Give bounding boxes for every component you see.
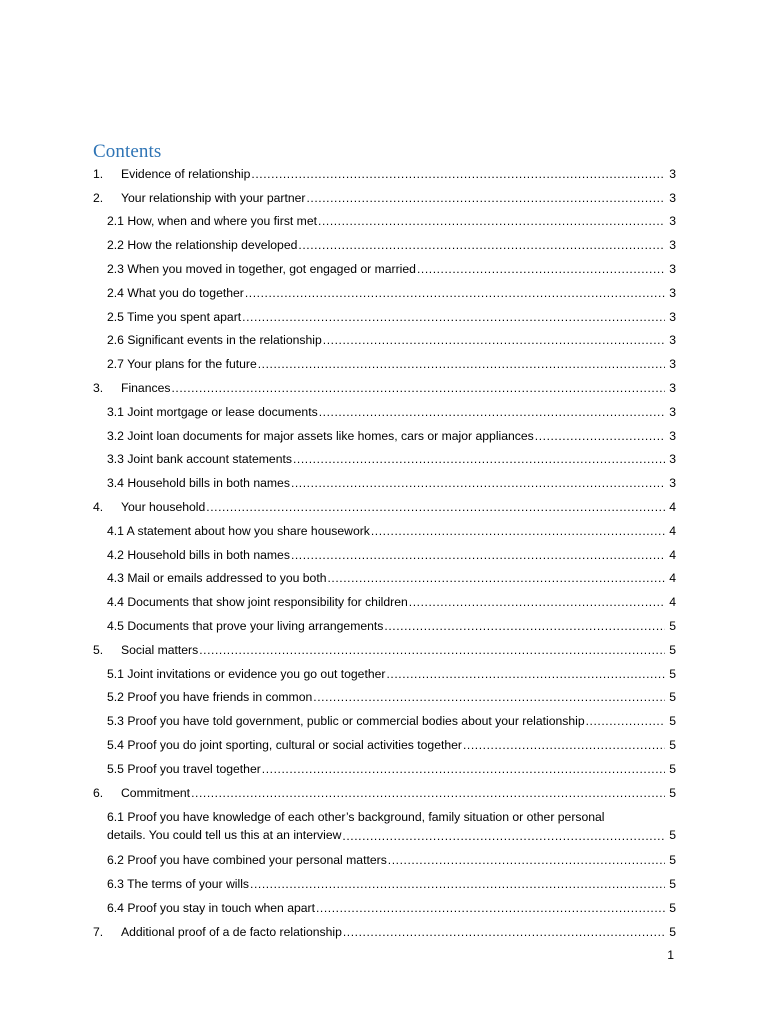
toc-entry-title-line2	[107, 829, 676, 843]
toc-entry-page: 5	[669, 853, 676, 868]
toc-entry-6[interactable]	[93, 781, 676, 805]
toc-entry-title: 5.4 Proof you do joint sporting, cultural or social activities together	[107, 737, 462, 752]
dot-leader	[251, 167, 665, 181]
toc-entry-page: 5	[669, 900, 676, 915]
toc-entry-title: 2.2 How the relationship developed	[107, 238, 298, 253]
dot-leader	[319, 405, 665, 419]
toc-entry-title: 5.2 Proof you have friends in common	[107, 690, 313, 705]
toc-entry-title: details. You could tell us this at an interview	[107, 828, 342, 843]
toc-entry-title: 6.4 Proof you stay in touch when apart	[107, 900, 315, 915]
toc-entry-page: 5	[669, 618, 676, 633]
toc-entry-4-3[interactable]	[93, 567, 676, 591]
toc-entry-2-5[interactable]	[93, 305, 676, 329]
toc-entry-page: 3	[669, 452, 676, 467]
toc-entry-title: 4.4 Documents that show joint responsibility for children	[107, 595, 408, 610]
toc-entry-4-5[interactable]	[93, 614, 676, 638]
toc-entry-title: 6.2 Proof you have combined your personal matters	[107, 853, 387, 868]
toc-entry-6-2[interactable]	[93, 849, 676, 873]
toc-entry-page: 5	[669, 924, 676, 939]
toc-entry-title: 5.3 Proof you have told government, public or commercial bodies about your relationship	[107, 714, 585, 729]
dot-leader	[463, 738, 665, 752]
toc-entry-1[interactable]	[93, 162, 676, 186]
dot-leader	[199, 643, 665, 657]
toc-entry-4-2[interactable]	[93, 543, 676, 567]
toc-entry-number: 1.	[93, 166, 104, 181]
toc-entry-5-5[interactable]	[93, 757, 676, 781]
toc-entry-page: 4	[669, 547, 676, 562]
dot-leader	[316, 901, 665, 915]
toc-entry-number: 5.	[93, 642, 104, 657]
toc-entry-3[interactable]	[93, 376, 676, 400]
dot-leader	[262, 762, 665, 776]
toc-entry-7[interactable]	[93, 920, 676, 944]
toc-entry-page: 3	[669, 309, 676, 324]
toc-entry-5-2[interactable]	[93, 686, 676, 710]
table-of-contents	[93, 162, 676, 944]
toc-entry-2[interactable]	[93, 186, 676, 210]
dot-leader	[342, 829, 665, 843]
toc-entry-title: Your relationship with your partner	[121, 190, 306, 205]
dot-leader	[371, 524, 665, 538]
toc-entry-title: 2.6 Significant events in the relationship	[107, 333, 322, 348]
toc-entry-page: 3	[669, 190, 676, 205]
dot-leader	[291, 476, 665, 490]
toc-entry-5-4[interactable]	[93, 733, 676, 757]
toc-entry-title: 3.3 Joint bank account statements	[107, 452, 292, 467]
toc-entry-page: 3	[669, 404, 676, 419]
toc-entry-4[interactable]	[93, 495, 676, 519]
toc-entry-title: 6.3 The terms of your wills	[107, 877, 250, 892]
toc-entry-title: 4.5 Documents that prove your living arrangements	[107, 618, 384, 633]
toc-entry-3-1[interactable]	[93, 400, 676, 424]
contents-heading: Contents	[93, 141, 162, 162]
toc-entry-4-1[interactable]	[93, 519, 676, 543]
toc-entry-page: 3	[669, 428, 676, 443]
toc-entry-5-3[interactable]	[93, 709, 676, 733]
dot-leader	[409, 595, 665, 609]
toc-entry-number: 3.	[93, 380, 104, 395]
toc-entry-6-3[interactable]	[93, 872, 676, 896]
toc-entry-page: 5	[669, 785, 676, 800]
toc-entry-page: 5	[669, 737, 676, 752]
dot-leader	[171, 381, 665, 395]
toc-entry-page: 5	[669, 877, 676, 892]
toc-entry-2-1[interactable]	[93, 210, 676, 234]
toc-entry-page: 3	[669, 166, 676, 181]
toc-entry-2-6[interactable]	[93, 329, 676, 353]
toc-entry-page: 4	[669, 595, 676, 610]
toc-entry-page: 5	[669, 642, 676, 657]
dot-leader	[191, 786, 665, 800]
toc-entry-3-3[interactable]	[93, 448, 676, 472]
toc-entry-title: Social matters	[121, 642, 199, 657]
toc-entry-title: 2.4 What you do together	[107, 285, 244, 300]
toc-entry-6-1[interactable]	[93, 805, 676, 849]
dot-leader	[586, 714, 665, 728]
toc-entry-title: 3.1 Joint mortgage or lease documents	[107, 404, 318, 419]
dot-leader	[291, 548, 665, 562]
toc-entry-3-2[interactable]	[93, 424, 676, 448]
toc-entry-number: 6.	[93, 785, 104, 800]
toc-entry-page: 5	[669, 828, 676, 843]
toc-entry-title: 3.4 Household bills in both names	[107, 476, 290, 491]
toc-entry-page: 5	[669, 666, 676, 681]
toc-entry-title: 4.1 A statement about how you share housework	[107, 523, 370, 538]
toc-entry-page: 3	[669, 214, 676, 229]
toc-entry-page: 3	[669, 261, 676, 276]
dot-leader	[293, 452, 665, 466]
toc-entry-2-7[interactable]	[93, 352, 676, 376]
toc-entry-2-2[interactable]	[93, 233, 676, 257]
toc-entry-page: 3	[669, 357, 676, 372]
toc-entry-3-4[interactable]	[93, 471, 676, 495]
dot-leader	[250, 877, 665, 891]
toc-entry-5[interactable]	[93, 638, 676, 662]
toc-entry-number: 4.	[93, 499, 104, 514]
toc-entry-6-4[interactable]	[93, 896, 676, 920]
toc-entry-title: 4.2 Household bills in both names	[107, 547, 290, 562]
toc-entry-page: 5	[669, 714, 676, 729]
dot-leader	[307, 191, 666, 205]
toc-entry-title: 5.1 Joint invitations or evidence you go out together	[107, 666, 386, 681]
dot-leader	[318, 214, 665, 228]
toc-entry-page: 4	[669, 499, 676, 514]
toc-entry-title: Additional proof of a de facto relationship	[121, 924, 342, 939]
toc-entry-page: 5	[669, 690, 676, 705]
toc-entry-2-3[interactable]	[93, 257, 676, 281]
toc-entry-page: 3	[669, 333, 676, 348]
toc-entry-page: 3	[669, 285, 676, 300]
dot-leader	[242, 310, 665, 324]
dot-leader	[206, 500, 665, 514]
dot-leader	[313, 690, 665, 704]
toc-entry-4-4[interactable]	[93, 590, 676, 614]
toc-entry-title: 2.1 How, when and where you first met	[107, 214, 318, 229]
dot-leader	[298, 238, 665, 252]
toc-entry-5-1[interactable]	[93, 662, 676, 686]
toc-entry-page: 5	[669, 761, 676, 776]
dot-leader	[386, 667, 665, 681]
toc-entry-title: Commitment	[121, 785, 191, 800]
toc-entry-title: Your household	[121, 499, 206, 514]
dot-leader	[384, 619, 665, 633]
dot-leader	[328, 571, 666, 585]
toc-entry-title-line1: 6.1 Proof you have knowledge of each other’s background, family situation or other personal	[107, 809, 605, 824]
toc-entry-number: 7.	[93, 924, 104, 939]
dot-leader	[245, 286, 665, 300]
toc-entry-title: 2.5 Time you spent apart	[107, 309, 242, 324]
toc-entry-number: 2.	[93, 190, 104, 205]
toc-entry-title: Finances	[121, 380, 171, 395]
toc-entry-title: 5.5 Proof you travel together	[107, 761, 261, 776]
dot-leader	[343, 925, 665, 939]
toc-entry-title: 2.3 When you moved in together, got engaged or married	[107, 261, 416, 276]
toc-entry-title: Evidence of relationship	[121, 166, 251, 181]
toc-entry-title: 4.3 Mail or emails addressed to you both	[107, 571, 327, 586]
toc-entry-page: 4	[669, 523, 676, 538]
page-number: 1	[667, 948, 674, 962]
dot-leader	[258, 357, 665, 371]
toc-entry-title: 2.7 Your plans for the future	[107, 357, 257, 372]
toc-entry-2-4[interactable]	[93, 281, 676, 305]
dot-leader	[417, 262, 665, 276]
dot-leader	[388, 853, 665, 867]
dot-leader	[535, 429, 665, 443]
dot-leader	[323, 333, 665, 347]
toc-entry-title: 3.2 Joint loan documents for major assets like homes, cars or major appliances	[107, 428, 534, 443]
toc-entry-page: 3	[669, 380, 676, 395]
toc-entry-page: 4	[669, 571, 676, 586]
toc-entry-page: 3	[669, 476, 676, 491]
toc-entry-page: 3	[669, 238, 676, 253]
